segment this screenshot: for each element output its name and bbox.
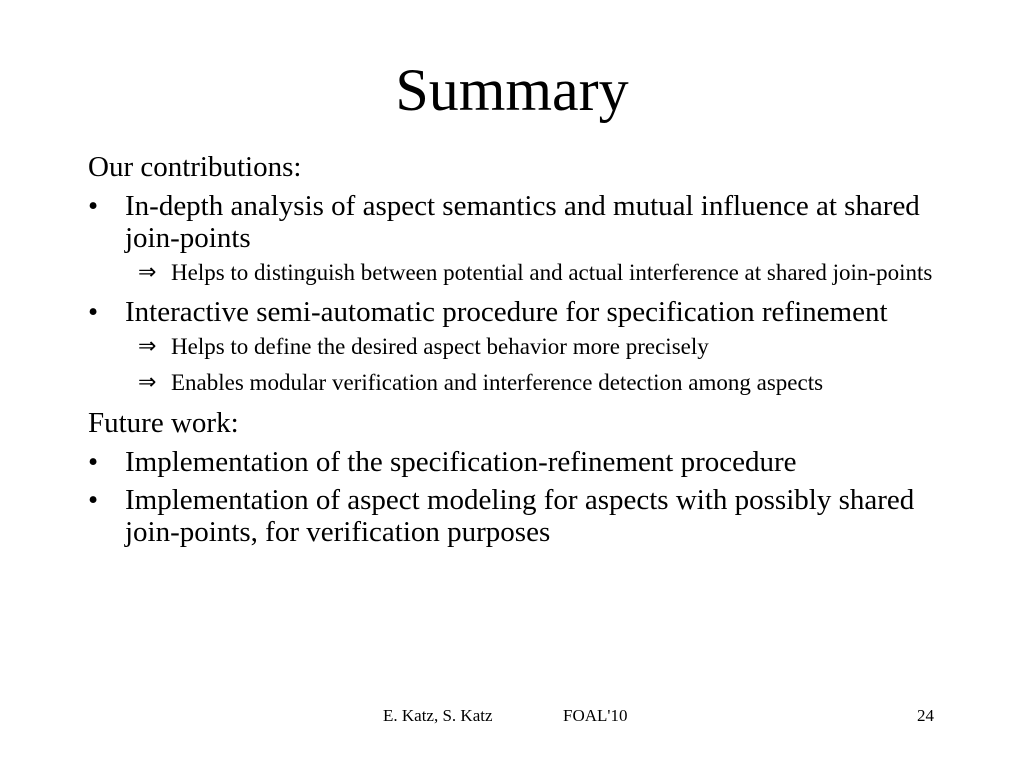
footer-venue: FOAL'10 (563, 706, 628, 725)
bullet-icon: • (88, 484, 99, 516)
implies-arrow-icon: ⇒ (138, 334, 157, 359)
implies-arrow-icon: ⇒ (138, 370, 157, 395)
subpoint-text: Enables modular verification and interference detection among aspects (171, 370, 824, 395)
future-work-item (88, 484, 948, 548)
future-work-text: Implementation of aspect modeling for aspects with possibly shared join-points, for verification purposes (125, 484, 915, 548)
bullet-icon: • (88, 446, 99, 478)
contribution-text: In-depth analysis of aspect semantics and mutual influence at shared join-points (125, 190, 920, 254)
bullet-icon: • (88, 190, 99, 222)
contribution-item (88, 296, 948, 328)
slide-title: Summary (395, 57, 629, 123)
future-work-item (88, 446, 948, 478)
subpoint-text: Helps to define the desired aspect behavior more precisely (171, 334, 709, 359)
slide-body (88, 150, 948, 554)
contribution-text: Interactive semi-automatic procedure for specification refinement (125, 296, 888, 328)
contribution-subpoint (88, 260, 948, 286)
subpoint-text: Helps to distinguish between potential and actual interference at shared join-points (171, 260, 933, 285)
contribution-subpoint (88, 370, 948, 396)
future-work-text: Implementation of the specification-refinement procedure (125, 446, 797, 478)
implies-arrow-icon: ⇒ (138, 260, 157, 285)
contribution-subpoint (88, 334, 948, 360)
future-work-heading: Future work: (88, 407, 239, 439)
contribution-item (88, 190, 948, 254)
contributions-heading: Our contributions: (88, 151, 302, 183)
slide-number: 24 (917, 706, 934, 725)
footer-authors: E. Katz, S. Katz (383, 706, 493, 725)
bullet-icon: • (88, 296, 99, 328)
